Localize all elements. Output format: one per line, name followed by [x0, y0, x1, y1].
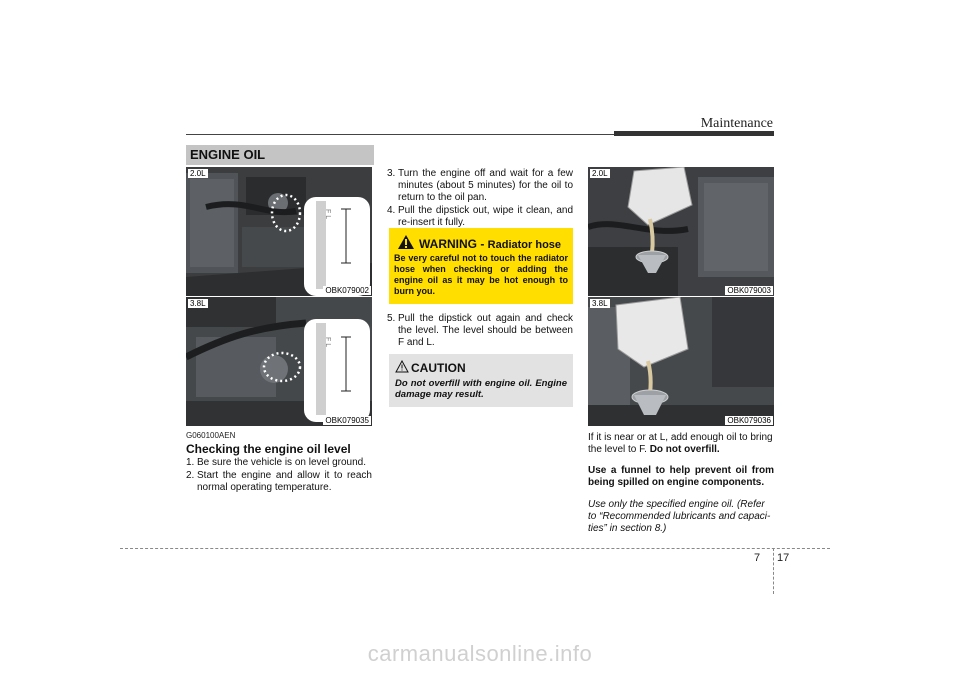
- footer-rule: [120, 548, 830, 549]
- warning-triangle-icon: [397, 234, 415, 250]
- list-item: [387, 313, 573, 349]
- photo-code: OBK079036: [727, 416, 771, 425]
- dipstick-marks: F L: [324, 209, 331, 220]
- funnel-paragraph: Use a funnel to help prevent oil from being spilled on engine components.: [588, 465, 774, 488]
- warning-body: Be very careful not to touch the radiator hose when checking or adding the engine oil as it may be hot enough to burn you.: [394, 253, 568, 296]
- step-number: 5.: [387, 313, 396, 324]
- footer-divider: [773, 548, 774, 594]
- chapter-number: 7: [754, 552, 761, 564]
- engine-label: 2.0L: [190, 169, 206, 178]
- dipstick-marks: F L: [324, 337, 331, 348]
- list-item: [186, 457, 372, 469]
- dipstick-photo-2-0l: [186, 167, 372, 296]
- specified-oil-paragraph: Use only the specified engine oil. (Refer to “Recommended lubricants and capaci-ties” in section 8.): [588, 499, 771, 534]
- warning-box: [389, 228, 573, 304]
- dipstick-photo-3-8l: [186, 297, 372, 426]
- engine-illustration: [588, 297, 774, 426]
- caution-title: CAUTION: [411, 361, 466, 375]
- oil-fill-photo-3-8l: [588, 297, 774, 426]
- warning-label: WARNING -: [419, 237, 488, 251]
- photo-code: OBK079035: [325, 416, 369, 425]
- section-heading: Checking the engine oil level: [186, 442, 351, 456]
- engine-label: 3.8L: [592, 299, 608, 308]
- section-title-bar: [186, 145, 374, 165]
- page-number: 17: [777, 552, 790, 564]
- step-text: Pull the dipstick out, wipe it clean, and re-insert it fully.: [398, 205, 573, 228]
- photo-code: OBK079002: [325, 286, 369, 295]
- engine-illustration: [186, 167, 372, 296]
- step-text: Pull the dipstick out again and check the level. The level should be between F and L.: [398, 313, 573, 348]
- photo-code: OBK079003: [727, 286, 771, 295]
- steps-list-left: [186, 457, 372, 495]
- list-item: [387, 205, 573, 229]
- step-number: 3.: [387, 168, 396, 179]
- warning-subject: Radiator hose: [487, 239, 562, 251]
- add-oil-paragraph: [588, 432, 774, 456]
- do-not-overfill-text: Do not overfill.: [649, 444, 720, 455]
- warning-title: [419, 237, 561, 251]
- step-number: 1.: [186, 457, 195, 468]
- caution-box: [389, 354, 573, 407]
- engine-illustration: [588, 167, 774, 296]
- header-title: Maintenance: [700, 116, 773, 131]
- section-title: ENGINE OIL: [190, 147, 266, 162]
- engine-label: 2.0L: [592, 169, 608, 178]
- steps-list-middle-a: [387, 168, 573, 230]
- steps-list-middle-b: [387, 313, 573, 350]
- caution-body: Do not overfill with engine oil. Engine damage may result.: [395, 378, 567, 400]
- doc-code: G060100AEN: [186, 431, 236, 440]
- step-text: Start the engine and allow it to reach normal operating temperature.: [197, 470, 372, 493]
- engine-illustration: [186, 297, 372, 426]
- step-text: Be sure the vehicle is on level ground.: [197, 457, 366, 468]
- add-oil-text: If it is near or at L, add enough oil to bring the level to F.: [588, 432, 773, 455]
- step-number: 2.: [186, 470, 195, 481]
- oil-fill-photo-2-0l: [588, 167, 774, 296]
- caution-triangle-icon: [395, 360, 409, 373]
- step-text: Turn the engine off and wait for a few minutes (about 5 minutes) for the oil to return to the oil pan.: [398, 168, 573, 203]
- step-number: 4.: [387, 205, 396, 216]
- header-rule-accent: [614, 131, 774, 136]
- list-item: [186, 470, 372, 494]
- watermark: carmanualsonline.info: [367, 641, 593, 666]
- engine-label: 3.8L: [190, 299, 206, 308]
- list-item: [387, 168, 573, 204]
